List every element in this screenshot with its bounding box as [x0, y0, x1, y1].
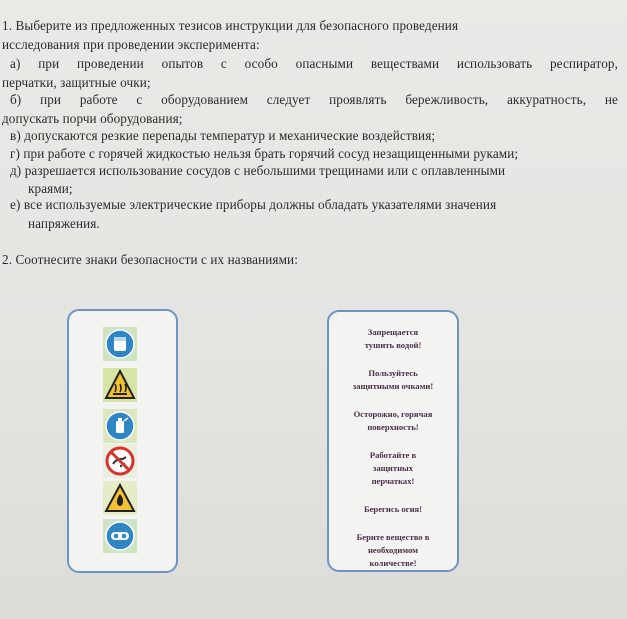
sign-name-fire: Берегись огня!: [363, 504, 423, 514]
option-f: е) все используемые электрические приборы должны обладать указателями значения: [10, 197, 497, 212]
option-c: в) допускаются резкие перепады температур и механические воздействия;: [10, 128, 436, 143]
option-f-cont: напряжения.: [28, 216, 100, 231]
option-a: а) при проведении опытов с особо опасными веществами использовать респиратор,: [10, 56, 618, 71]
option-d: г) при работе с горячей жидкостью нельзя брать горячий сосуд незащищенными руками;: [10, 146, 519, 161]
fire-warning-icon: [103, 481, 137, 515]
use-minimum-substance-sign-icon: [103, 409, 137, 443]
hot-surface-warning-icon: [103, 368, 137, 402]
option-e: д) разрешается использование сосудов с небольшими трещинами или с оплавленными: [10, 163, 506, 178]
sign-name-no-water: Запрещается тушить водой!: [364, 327, 422, 350]
sign-name-hot-surface: Осторожно, горячая поверхность!: [353, 409, 433, 432]
goggles-sign-icon: [103, 519, 137, 553]
option-e-cont: краями;: [28, 181, 73, 196]
no-water-extinguishing-icon: [103, 444, 137, 478]
safety-signs-panel: [67, 309, 178, 573]
sign-names-panel: [327, 310, 459, 572]
question-1-title: 1. Выберите из предложенных тезисов инструкции для безопасного проведения: [2, 18, 459, 33]
sign-name-gloves: Работайте в защитных перчатках!: [369, 450, 417, 486]
protective-gloves-sign-icon: [103, 327, 137, 361]
question-2-title: 2. Соотнесите знаки безопасности с их названиями:: [2, 252, 298, 267]
option-b: б) при работе с оборудованием следует проявлять бережливость, аккуратность, не: [10, 92, 618, 107]
option-a-cont: перчатки, защитные очки;: [2, 75, 151, 90]
question-1-title-cont: исследования при проведении эксперимента:: [2, 37, 260, 52]
sign-name-goggles: Пользуйтесь защитными очками!: [352, 368, 434, 391]
sign-name-minimum-substance: Берите вещество в необходимом количестве!: [356, 532, 430, 568]
option-b-cont: допускать порчи оборудования;: [2, 111, 183, 126]
